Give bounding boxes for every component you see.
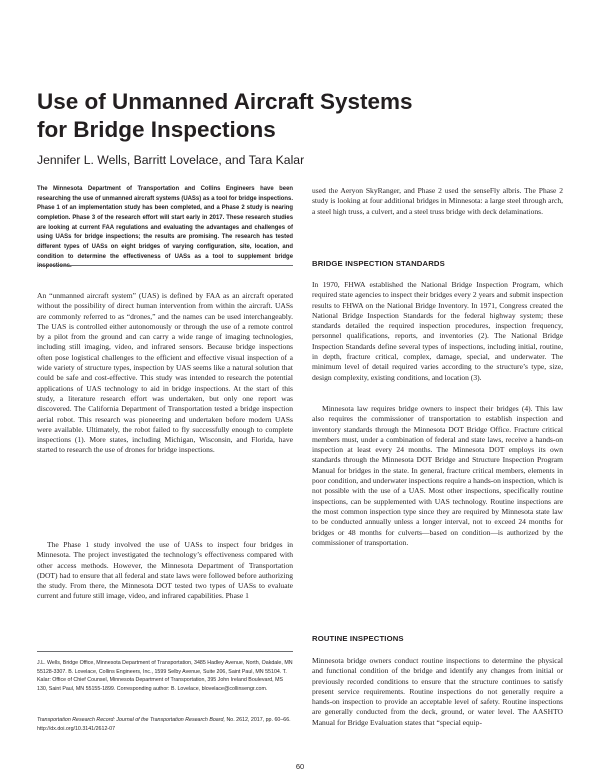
body-paragraph: An “unmanned aircraft system” (UAS) is defined by FAA as an aircraft operated without the possibility of direct human intervention from within the aircraft. UASs are commonly referred to as “drones,” and the names can be used interchangeably. The UAS is controlled either autonomously or through the use of a remote control by a pilot from the ground and can carry a wide range of imaging technologies, including still imaging, video, and infrared sensors. Because bridge inspections often pose logistical challenges to the efficient and effective visual inspection of a wide variety of structure types, inspection by UAS seems like a natural solution that could be safe and cost-effective. This study was intended to research the potential applications of UAS technology to aid in bridge inspections. At the start of this study, a literature research effort was undertaken, but only one report was discovered. The California Department of Transportation tested a bridge inspection aerial robot. This research was pioneering and undertaken before modern UASs were available. Ultimately, the robot failed to fly successfully enough to complete inspections (1). More states, including Michigan, Wisconsin, and Florida, have started to research the use of drones for bridge inspections.	[37, 291, 293, 455]
abstract: The Minnesota Department of Transportation and Collins Engineers have been researching the use of unmanned aircraft systems (UASs) as a tool for bridge inspections. Phase 1 of an implementation study has been completed, and a Phase 2 study is nearing completion. Phase 3 of the research effort will start early in 2017. These research studies are looking at current FAA regulations and evaluating the advantages and challenges of using UASs for bridge inspections; the results are promising. The research has tested different types of UASs on eight bridges of varying configuration, site, location, and condition to determine the effectiveness of UASs as a tool to supplement bridge inspections.	[37, 186, 293, 270]
body-paragraph: Minnesota bridge owners conduct routine inspections to determine the physical and functional condition of the bridge and identify any changes from initial or previously recorded conditions to ensure that the structure continues to satisfy present service requirements. Routine inspections do not generally require a hands-on inspection to provide an acceptable level of safety. Routine inspections are generally conducted from the deck, ground, or water level. The AASHTO Manual for Bridge Evaluation states that “special equip-	[312, 656, 563, 727]
title-line: for Bridge Inspections	[37, 117, 276, 142]
journal-citation	[37, 716, 293, 733]
section-heading: BRIDGE INSPECTION STANDARDS	[312, 259, 445, 268]
author-affiliation-footnote: J.L. Wells, Bridge Office, Minnesota Department of Transportation, 3485 Hadley Avenue, North, Oakdale, MN 55128-3307. B. Lovelace, Collins Engineers, Inc., 1599 Selby Avenue, Suite 206, Saint Paul, MN 55104. T. Kalar: Office of Chief Counsel, Minnesota Department of Transportation, 395 John Ireland Boulevard, MS 130, Saint Paul, MN 55155-1899. Corresponding author: B. Lovelace, blovelace@collinsengr.com.	[37, 660, 293, 692]
author-list: Jennifer L. Wells, Barritt Lovelace, and Tara Kalar	[37, 153, 305, 167]
body-paragraph: Minnesota law requires bridge owners to inspect their bridges (4). This law also requires the commissioner of transportation to establish inspection and inventory standards through the Minnesota DOT Bridge Office. Fracture critical members must, under a combination of federal and state laws, receive a hands-on inspection at least every 24 months. The Minnesota DOT employs its own standards through the Minnesota DOT Bridge and Structure Inspection Program Manual for bridges in the state. In general, fracture critical members, elements in poor condition, and underwater inspections require a hands-on inspection, which is not possible with the use of a UAS. Most other inspections, specifically routine inspections, can be supplemented with UAS technology. Routine inspections are the most common inspection type since they are required by Minnesota state law to be conducted annually unless a longer interval, not to exceed 24 months for bridges or 48 months for culverts—based on condition—is authorized by the commissioner of transportation.	[312, 404, 563, 547]
article-title	[37, 88, 557, 144]
body-paragraph: used the Aeryon SkyRanger, and Phase 2 used the senseFly albris. The Phase 2 study is looking at four additional bridges in Minnesota: a large steel through arch, a steel high truss, a culvert, and a steel truss bridge with deck delaminations.	[312, 186, 563, 216]
title-line: Use of Unmanned Aircraft Systems	[37, 89, 413, 114]
page-number: 60	[295, 762, 305, 771]
abstract-divider	[37, 265, 293, 266]
body-paragraph: In 1970, FHWA established the National Bridge Inspection Program, which required state agencies to inspect their bridges every 2 years and submit inspection results to FHWA on the National Bridge Inventory. In 1971, Congress created the National Bridge Inspection Standards for the federal highway system; these standards detailed the required inspection procedures, inspection frequency, personnel qualifications, reports, and inventories (2). The National Bridge Inspection Standards define several types of inspections, including initial, routine, in depth, fracture critical, complex, damage, special, and underwater. The minimum level of detail required varies according to the structure’s type, size, design complexity, existing conditions, and location (3).	[312, 280, 563, 382]
doi-link[interactable]: http://dx.doi.org/10.3141/2612-07	[37, 725, 116, 732]
journal-name: Transportation Research Record: Journal of the Transportation Research Board,	[37, 717, 225, 723]
footnote-divider	[37, 651, 293, 652]
body-paragraph: The Phase 1 study involved the use of UASs to inspect four bridges in Minnesota. The project investigated the technology’s effectiveness compared with other access methods. However, the Minnesota Department of Transportation (DOT) had to ensure that all federal and state laws were followed before authorizing the study. From there, the Minnesota DOT tested two types of UASs to evaluate current and future still image, video, and infrared capabilities. Phase 1	[37, 540, 293, 601]
citation-details: No. 2612, 2017, pp. 60–66.	[226, 717, 291, 723]
section-heading: ROUTINE INSPECTIONS	[312, 634, 404, 643]
